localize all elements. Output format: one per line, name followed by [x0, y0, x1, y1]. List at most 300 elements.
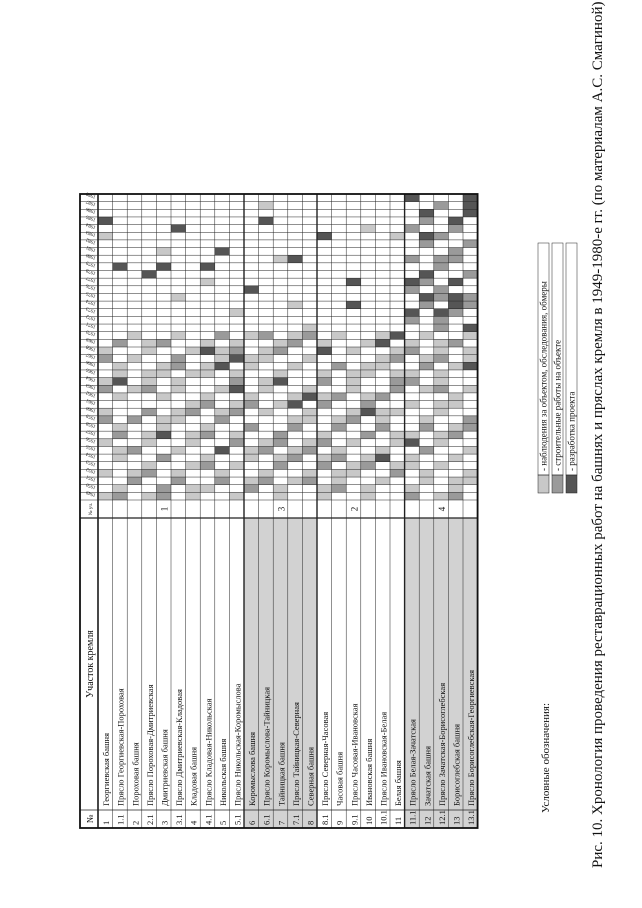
activity-cell [259, 355, 274, 363]
activity-cell [434, 370, 449, 378]
activity-cell [273, 370, 288, 378]
activity-cell [390, 332, 405, 340]
activity-cell [273, 401, 288, 409]
activity-cell [156, 431, 171, 439]
activity-cell [113, 378, 128, 386]
activity-cell [317, 347, 332, 355]
legend-swatch [552, 475, 563, 493]
activity-cell [98, 385, 113, 393]
activity-cell [434, 255, 449, 263]
activity-cell [98, 492, 113, 500]
year-label: 1986 [85, 205, 97, 214]
activity-cell [463, 355, 478, 363]
activity-cell [375, 424, 390, 432]
year-label: 1956 [85, 435, 97, 444]
activity-cell [434, 293, 449, 301]
activity-cell [448, 393, 463, 401]
activity-cell [419, 240, 434, 248]
activity-cell [142, 469, 157, 477]
activity-cell [127, 469, 142, 477]
legend-title: Условные обозначения: [540, 702, 552, 813]
activity-cell [273, 431, 288, 439]
row-num: 10.1 [378, 810, 389, 825]
activity-cell [98, 439, 113, 447]
activity-cell [346, 439, 361, 447]
activity-cell [332, 454, 347, 462]
activity-cell [405, 439, 420, 447]
activity-cell [200, 263, 215, 271]
activity-cell [113, 431, 128, 439]
activity-cell [332, 362, 347, 370]
activity-cell [142, 370, 157, 378]
activity-cell [127, 416, 142, 424]
activity-cell [434, 408, 449, 416]
activity-cell [156, 492, 171, 500]
activity-cell [186, 431, 201, 439]
activity-cell [332, 416, 347, 424]
activity-cell [375, 393, 390, 401]
activity-cell [419, 446, 434, 454]
activity-cell [215, 248, 230, 256]
activity-cell [186, 462, 201, 470]
activity-cell [361, 393, 376, 401]
activity-cell [113, 362, 128, 370]
activity-cell [156, 393, 171, 401]
activity-cell [390, 462, 405, 470]
row-name: Прясло Белая-Зачатская [407, 719, 418, 806]
activity-cell [259, 408, 274, 416]
activity-cell [113, 339, 128, 347]
activity-cell [229, 370, 244, 378]
activity-cell [244, 355, 259, 363]
activity-cell [419, 232, 434, 240]
activity-cell [346, 347, 361, 355]
year-label: 1959 [85, 412, 97, 421]
activity-cell [186, 408, 201, 416]
activity-cell [127, 355, 142, 363]
activity-cell [419, 278, 434, 286]
activity-cell [317, 454, 332, 462]
activity-cell [273, 492, 288, 500]
year-label: 1985 [85, 213, 97, 222]
activity-cell [317, 485, 332, 493]
activity-cell [405, 431, 420, 439]
activity-cell [171, 293, 186, 301]
year-label: 1954 [85, 450, 97, 459]
activity-cell [156, 424, 171, 432]
activity-cell [229, 431, 244, 439]
activity-cell [142, 431, 157, 439]
activity-cell [332, 446, 347, 454]
row-name: Прясло Георгиевская-Пороховая [115, 688, 126, 806]
activity-cell [434, 263, 449, 271]
row-num: 7.1 [290, 814, 301, 825]
activity-cell [127, 477, 142, 485]
activity-cell [346, 378, 361, 386]
activity-cell [390, 469, 405, 477]
activity-cell [244, 454, 259, 462]
activity-cell [142, 339, 157, 347]
year-label: 1983 [85, 228, 97, 237]
year-label: 1977 [85, 274, 97, 283]
activity-cell [273, 339, 288, 347]
activity-cell [434, 347, 449, 355]
activity-cell [448, 454, 463, 462]
activity-cell [434, 316, 449, 324]
activity-cell [142, 271, 157, 279]
activity-cell [317, 431, 332, 439]
activity-cell [317, 462, 332, 470]
activity-cell [200, 462, 215, 470]
year-label: 1952 [85, 465, 97, 475]
activity-cell [419, 362, 434, 370]
row-num: 3 [159, 820, 170, 825]
row-num: 8.1 [320, 814, 331, 825]
activity-cell [463, 416, 478, 424]
activity-cell [346, 408, 361, 416]
activity-cell [390, 431, 405, 439]
activity-cell [113, 492, 128, 500]
activity-cell [98, 347, 113, 355]
activity-cell [273, 378, 288, 386]
year-label: 1969 [85, 335, 97, 344]
activity-cell [98, 355, 113, 363]
activity-cell [259, 332, 274, 340]
activity-cell [171, 469, 186, 477]
activity-cell [434, 385, 449, 393]
row-num: 11 [393, 816, 404, 825]
activity-cell [288, 362, 303, 370]
activity-cell [317, 401, 332, 409]
activity-cell [215, 446, 230, 454]
activity-cell [200, 424, 215, 432]
activity-cell [156, 416, 171, 424]
legend-item-label: - разработка проекта [566, 391, 577, 471]
activity-cell [200, 278, 215, 286]
activity-cell [200, 401, 215, 409]
activity-cell [434, 339, 449, 347]
activity-cell [434, 492, 449, 500]
activity-cell [186, 492, 201, 500]
activity-cell [273, 454, 288, 462]
activity-cell [113, 454, 128, 462]
activity-cell [419, 209, 434, 217]
activity-cell [405, 339, 420, 347]
activity-cell [302, 408, 317, 416]
row-name: Белая башня [393, 760, 404, 806]
activity-cell [332, 332, 347, 340]
year-label: 1951 [85, 473, 97, 482]
activity-cell [463, 293, 478, 301]
activity-cell [229, 408, 244, 416]
activity-cell [346, 370, 361, 378]
activity-cell [419, 293, 434, 301]
activity-cell [302, 439, 317, 447]
activity-cell [390, 385, 405, 393]
activity-cell [361, 454, 376, 462]
activity-cell [156, 370, 171, 378]
activity-cell [200, 370, 215, 378]
row-name: Прясло Дмитриевская-Кладовая [174, 689, 185, 806]
activity-cell [405, 462, 420, 470]
activity-cell [171, 355, 186, 363]
activity-cell [448, 424, 463, 432]
activity-cell [346, 469, 361, 477]
activity-cell [288, 416, 303, 424]
activity-cell [463, 347, 478, 355]
activity-cell [434, 324, 449, 332]
section-number: 3 [276, 506, 287, 512]
activity-cell [244, 332, 259, 340]
activity-cell [375, 362, 390, 370]
activity-cell [171, 362, 186, 370]
year-label: 1961 [85, 397, 97, 406]
activity-cell [244, 424, 259, 432]
activity-cell [332, 485, 347, 493]
header-section: № уч. [89, 502, 94, 516]
year-label: 1982 [85, 236, 97, 245]
row-name: Северная башня [305, 747, 316, 806]
activity-cell [156, 263, 171, 271]
activity-cell [332, 469, 347, 477]
year-label: 1975 [85, 289, 97, 299]
activity-cell [361, 408, 376, 416]
activity-cell [113, 424, 128, 432]
activity-cell [419, 355, 434, 363]
activity-cell [288, 477, 303, 485]
activity-cell [142, 385, 157, 393]
activity-cell [259, 477, 274, 485]
activity-cell [361, 339, 376, 347]
activity-cell [259, 378, 274, 386]
activity-cell [448, 248, 463, 256]
activity-cell [98, 408, 113, 416]
activity-cell [405, 485, 420, 493]
row-num: 7 [276, 820, 287, 825]
row-num: 10 [363, 816, 374, 825]
row-num: 9.1 [349, 814, 360, 825]
activity-cell [186, 439, 201, 447]
row-name: Прясло Борисоглебская-Георгиевская [466, 669, 477, 806]
row-num: 4 [188, 820, 199, 825]
row-num: 1.1 [115, 814, 126, 825]
activity-cell [375, 454, 390, 462]
activity-cell [346, 462, 361, 470]
activity-cell [375, 332, 390, 340]
year-label: 1981 [85, 244, 97, 253]
year-label: 1976 [85, 282, 97, 291]
activity-cell [171, 408, 186, 416]
year-label: 1984 [85, 221, 97, 230]
row-name: Никольская башня [217, 738, 228, 806]
activity-cell [448, 309, 463, 317]
year-label: 1973 [85, 305, 97, 314]
activity-cell [463, 209, 478, 217]
row-num: 8 [305, 820, 316, 825]
row-name: Кладовая башня [188, 746, 199, 806]
row-num: 3.1 [174, 814, 185, 825]
year-label: 1980 [85, 251, 97, 260]
activity-cell [405, 454, 420, 462]
activity-cell [448, 477, 463, 485]
row-name: Борисоглебская башня [451, 723, 462, 806]
year-label: 1964 [85, 374, 97, 383]
activity-cell [215, 385, 230, 393]
activity-cell [259, 217, 274, 225]
activity-cell [302, 332, 317, 340]
activity-cell [302, 324, 317, 332]
activity-cell [200, 339, 215, 347]
activity-cell [463, 301, 478, 309]
activity-cell [171, 416, 186, 424]
activity-cell [113, 393, 128, 401]
row-name: Прясло Никольская-Коромыслова [232, 683, 243, 806]
activity-cell [229, 401, 244, 409]
row-name: Пороховая башня [130, 742, 141, 806]
activity-cell [302, 446, 317, 454]
activity-cell [463, 469, 478, 477]
year-label: 1963 [85, 381, 97, 390]
row-name: Прясло Ивановская-Белая [378, 711, 389, 806]
activity-cell [463, 240, 478, 248]
row-name: Ивановская башня [363, 738, 374, 806]
activity-cell [259, 469, 274, 477]
year-label: 1958 [85, 420, 97, 429]
activity-cell [98, 378, 113, 386]
activity-cell [302, 355, 317, 363]
activity-cell [215, 347, 230, 355]
activity-cell [361, 401, 376, 409]
activity-cell [361, 462, 376, 470]
year-label: 1965 [85, 366, 97, 375]
activity-cell [171, 477, 186, 485]
activity-cell [317, 393, 332, 401]
activity-cell [215, 362, 230, 370]
activity-cell [463, 202, 478, 210]
activity-cell [156, 362, 171, 370]
activity-cell [317, 378, 332, 386]
activity-cell [142, 347, 157, 355]
activity-cell [317, 370, 332, 378]
activity-cell [215, 477, 230, 485]
row-num: 4.1 [203, 814, 214, 825]
activity-cell [259, 202, 274, 210]
activity-cell [434, 401, 449, 409]
activity-cell [200, 393, 215, 401]
header-name: Участок кремля [85, 630, 96, 698]
activity-cell [113, 370, 128, 378]
activity-cell [142, 439, 157, 447]
activity-cell [244, 485, 259, 493]
activity-cell [215, 469, 230, 477]
activity-cell [302, 469, 317, 477]
activity-cell [98, 232, 113, 240]
legend-swatch [538, 475, 549, 493]
activity-cell [171, 332, 186, 340]
activity-cell [419, 217, 434, 225]
activity-cell [375, 355, 390, 363]
activity-cell [332, 424, 347, 432]
activity-cell [229, 439, 244, 447]
activity-cell [448, 255, 463, 263]
activity-cell [375, 446, 390, 454]
year-label: 1966 [85, 358, 97, 367]
activity-cell [332, 393, 347, 401]
activity-cell [434, 202, 449, 210]
activity-cell [390, 355, 405, 363]
activity-cell [463, 324, 478, 332]
row-num: 6 [247, 820, 258, 825]
row-name: Тайницкая башня [276, 742, 287, 806]
activity-cell [215, 408, 230, 416]
activity-cell [448, 401, 463, 409]
year-label: 1967 [85, 351, 97, 360]
activity-cell [186, 401, 201, 409]
activity-cell [405, 378, 420, 386]
activity-cell [405, 347, 420, 355]
activity-cell [419, 385, 434, 393]
activity-cell [419, 477, 434, 485]
activity-cell [434, 309, 449, 317]
activity-cell [346, 385, 361, 393]
row-num: 2.1 [144, 814, 155, 825]
activity-cell [434, 439, 449, 447]
activity-cell [448, 225, 463, 233]
activity-cell [434, 286, 449, 294]
activity-cell [156, 485, 171, 493]
activity-cell [302, 416, 317, 424]
activity-cell [302, 477, 317, 485]
activity-cell [317, 492, 332, 500]
activity-cell [142, 462, 157, 470]
activity-cell [405, 286, 420, 294]
activity-cell [200, 362, 215, 370]
year-label: 1950 [85, 481, 97, 490]
activity-cell [229, 355, 244, 363]
activity-cell [419, 271, 434, 279]
activity-cell [332, 477, 347, 485]
activity-cell [215, 416, 230, 424]
activity-cell [186, 347, 201, 355]
activity-cell [434, 232, 449, 240]
activity-cell [259, 385, 274, 393]
row-name: Георгиевская башня [101, 733, 112, 806]
activity-cell [463, 385, 478, 393]
activity-cell [390, 378, 405, 386]
activity-cell [375, 477, 390, 485]
activity-cell [405, 225, 420, 233]
activity-cell [448, 431, 463, 439]
activity-cell [186, 370, 201, 378]
row-num: 12.1 [436, 810, 447, 825]
activity-cell [434, 462, 449, 470]
activity-cell [288, 339, 303, 347]
year-label: 1972 [85, 312, 97, 322]
row-num: 2 [130, 820, 141, 825]
row-num: 13 [451, 816, 462, 825]
activity-cell [229, 347, 244, 355]
row-name: Прясло Часовая-Ивановская [349, 703, 360, 806]
activity-cell [142, 492, 157, 500]
activity-cell [186, 485, 201, 493]
year-label: 1979 [85, 259, 97, 268]
activity-cell [156, 339, 171, 347]
activity-cell [361, 485, 376, 493]
activity-cell [405, 309, 420, 317]
activity-cell [390, 439, 405, 447]
activity-cell [434, 431, 449, 439]
activity-cell [346, 278, 361, 286]
